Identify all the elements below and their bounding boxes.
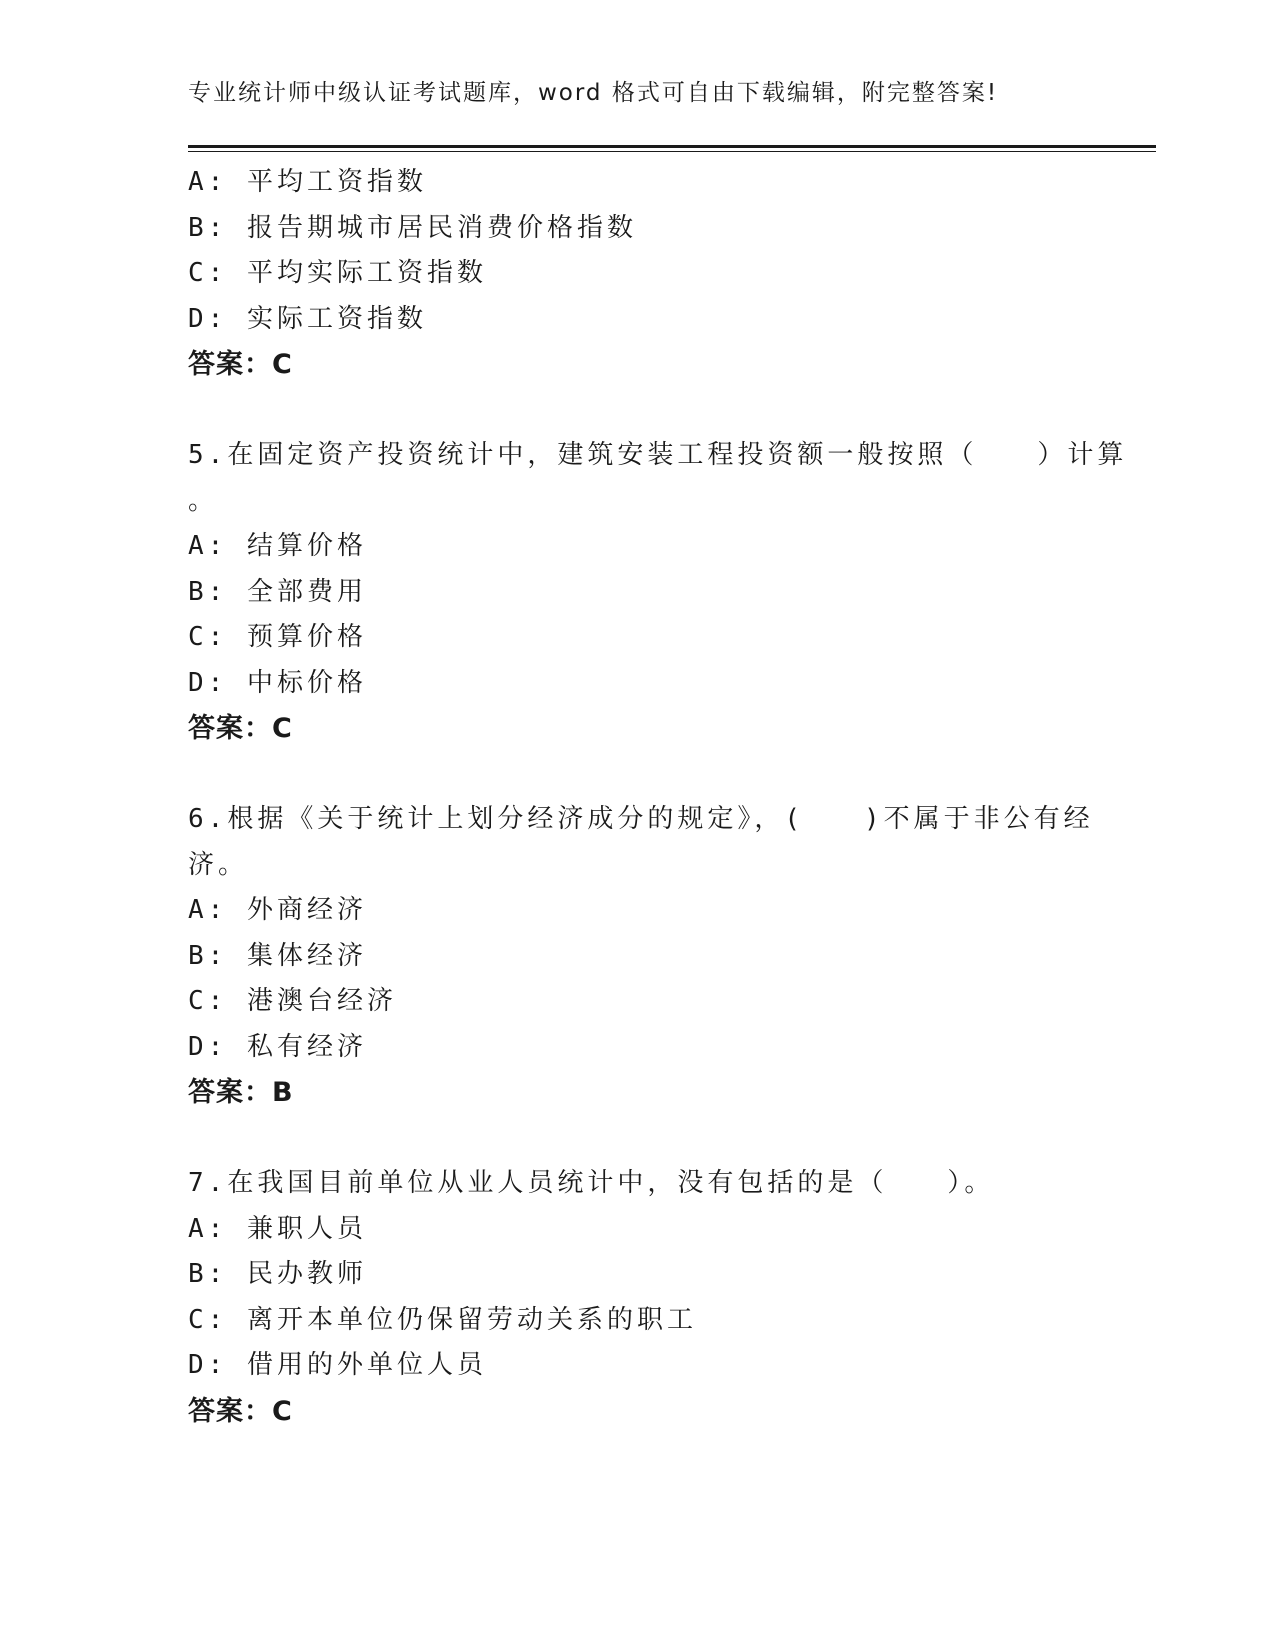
option-c: C: 离开本单位仍保留劳动关系的职工: [188, 1304, 697, 1335]
answer-line: 答案：C: [188, 349, 293, 380]
document-header: 专业统计师中级认证考试题库，word 格式可自由下载编辑，附完整答案!: [188, 80, 999, 106]
answer-line: 答案：C: [188, 713, 293, 744]
header-rule-thin: [188, 151, 1156, 152]
answer-line: 答案：C: [188, 1395, 293, 1427]
question-7: [188, 1161, 1088, 1434]
option-d: D: 中标价格: [188, 667, 367, 698]
option-a: A: 平均工资指数: [188, 167, 427, 197]
question-stem-continued: 。: [188, 485, 219, 516]
option-c: C: 平均实际工资指数: [188, 258, 487, 288]
answer-line: 答案：B: [188, 1077, 294, 1108]
question-stem: 6.根据《关于统计上划分经济成分的规定》，( )不属于非公有经: [188, 804, 1094, 834]
option-c: C: 预算价格: [188, 622, 367, 652]
option-d: D: 实际工资指数: [188, 303, 427, 334]
option-a: A: 外商经济: [188, 895, 367, 925]
question-5: [188, 433, 1128, 752]
option-a: A: 结算价格: [188, 531, 367, 561]
question-stem: 5.在固定资产投资统计中，建筑安装工程投资额一般按照（ ）计算: [188, 440, 1128, 470]
option-d: D: 私有经济: [188, 1031, 367, 1062]
header-rule-thick: [188, 145, 1156, 148]
option-b: B: 集体经济: [188, 940, 367, 971]
question-stem-continued: 济。: [188, 849, 249, 880]
carryover-block: [188, 160, 1088, 388]
option-c: C: 港澳台经济: [188, 986, 397, 1016]
option-b: B: 报告期城市居民消费价格指数: [188, 212, 637, 243]
option-d: D: 借用的外单位人员: [188, 1350, 487, 1380]
question-6: [188, 797, 1094, 1116]
option-b: B: 民办教师: [188, 1259, 367, 1289]
option-a: A: 兼职人员: [188, 1213, 367, 1244]
question-list: [188, 160, 1128, 1434]
question-stem: 7.在我国目前单位从业人员统计中，没有包括的是（ ）。: [188, 1168, 995, 1198]
option-b: B: 全部费用: [188, 576, 367, 607]
